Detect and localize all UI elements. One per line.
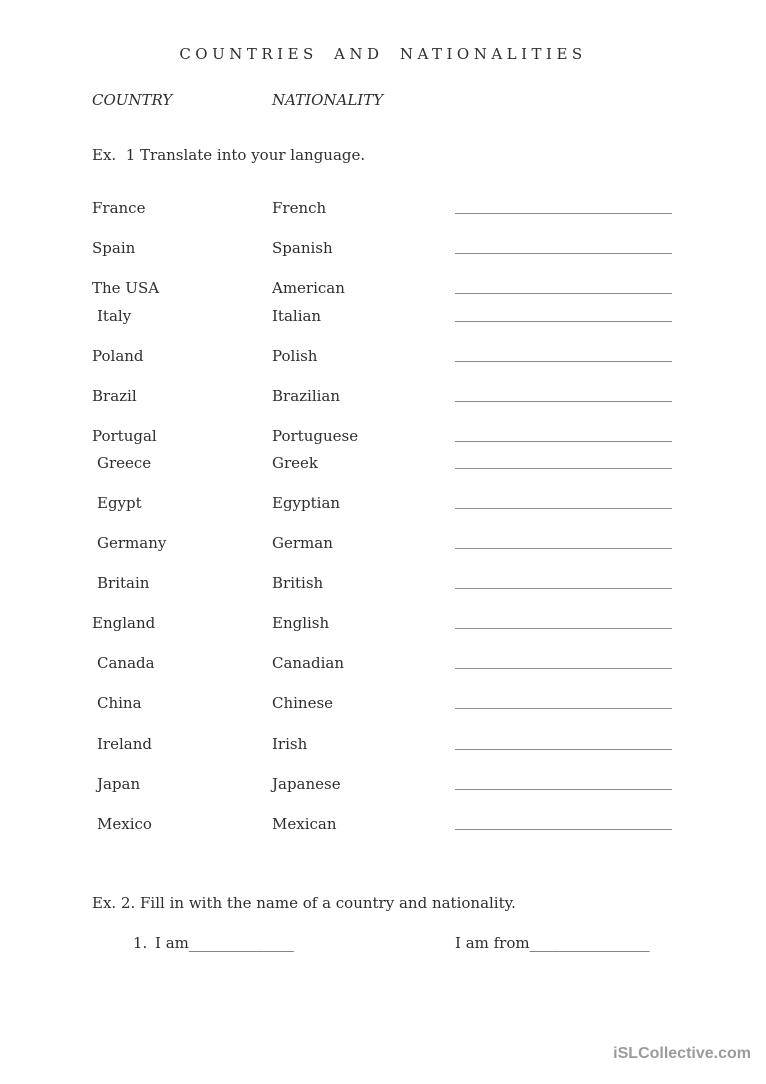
answer-line (455, 401, 672, 402)
country-name: Japan (97, 775, 141, 793)
nationality-name: English (272, 614, 330, 632)
country-name: Mexico (97, 815, 152, 833)
country-name: Canada (97, 654, 155, 672)
nationality-name: Italian (272, 307, 322, 325)
nationality-name: Japanese (272, 775, 341, 793)
answer-line (455, 213, 672, 214)
nationality-name: Spanish (272, 239, 333, 257)
table-row (92, 239, 674, 279)
exercise2-instruction: Ex. 2. Fill in with the name of a country and nationality. (92, 894, 516, 912)
translation-list (92, 199, 674, 855)
nationality-name: German (272, 534, 333, 552)
table-row (92, 454, 674, 494)
country-name: Poland (92, 347, 144, 365)
fill-in-left (155, 934, 294, 952)
table-row (92, 494, 674, 534)
answer-line (455, 321, 672, 322)
table-row (92, 427, 674, 454)
answer-line (455, 548, 672, 549)
nationality-name: Portuguese (272, 427, 359, 445)
table-row (92, 279, 674, 307)
country-name: France (92, 199, 146, 217)
nationality-name: Egyptian (272, 494, 341, 512)
answer-line (455, 468, 672, 469)
fill-in-right (455, 934, 650, 952)
answer-line (455, 588, 672, 589)
table-row (92, 735, 674, 775)
right-prompt: I am from (455, 934, 530, 952)
country-name: Egypt (97, 494, 142, 512)
nationality-name: Brazilian (272, 387, 341, 405)
answer-line (455, 829, 672, 830)
country-name: Italy (97, 307, 132, 325)
table-row (92, 614, 674, 654)
country-name: Germany (97, 534, 167, 552)
left-prompt: I am (155, 934, 189, 952)
table-row (92, 347, 674, 387)
nationality-name: Polish (272, 347, 318, 365)
nationality-name: Chinese (272, 694, 334, 712)
table-row (92, 534, 674, 574)
country-name: Brazil (92, 387, 137, 405)
country-name: Britain (97, 574, 150, 592)
nationality-name: French (272, 199, 327, 217)
table-row (92, 775, 674, 815)
column-header-country: COUNTRY (92, 91, 173, 109)
answer-line (455, 708, 672, 709)
nationality-name: Canadian (272, 654, 345, 672)
answer-line (455, 253, 672, 254)
country-name: Spain (92, 239, 136, 257)
item-number: 1. (133, 934, 148, 952)
page-title: COUNTRIES AND NATIONALITIES (179, 45, 587, 63)
country-name: The USA (92, 279, 160, 297)
table-row (92, 387, 674, 427)
nationality-name: British (272, 574, 324, 592)
table-row (92, 199, 674, 239)
left-blank: ______________ (188, 934, 294, 952)
table-row (92, 815, 674, 855)
country-name: China (97, 694, 142, 712)
exercise2-item (0, 934, 766, 954)
right-blank: ________________ (529, 934, 650, 952)
answer-line (455, 441, 672, 442)
country-name: Greece (97, 454, 152, 472)
answer-line (455, 508, 672, 509)
nationality-name: Mexican (272, 815, 337, 833)
answer-line (455, 789, 672, 790)
nationality-name: Irish (272, 735, 308, 753)
answer-line (455, 628, 672, 629)
country-name: Portugal (92, 427, 157, 445)
country-name: Ireland (97, 735, 152, 753)
table-row (92, 654, 674, 694)
nationality-name: Greek (272, 454, 318, 472)
islcollective-watermark: iSLCollective.com (613, 1045, 751, 1062)
answer-line (455, 293, 672, 294)
table-row (92, 694, 674, 735)
answer-line (455, 361, 672, 362)
exercise1-instruction: Ex. 1 Translate into your language. (92, 146, 366, 164)
answer-line (455, 749, 672, 750)
nationality-name: American (272, 279, 345, 297)
table-row (92, 307, 674, 347)
answer-line (455, 668, 672, 669)
country-name: England (92, 614, 156, 632)
column-header-nationality: NATIONALITY (272, 91, 384, 109)
table-row (92, 574, 674, 614)
